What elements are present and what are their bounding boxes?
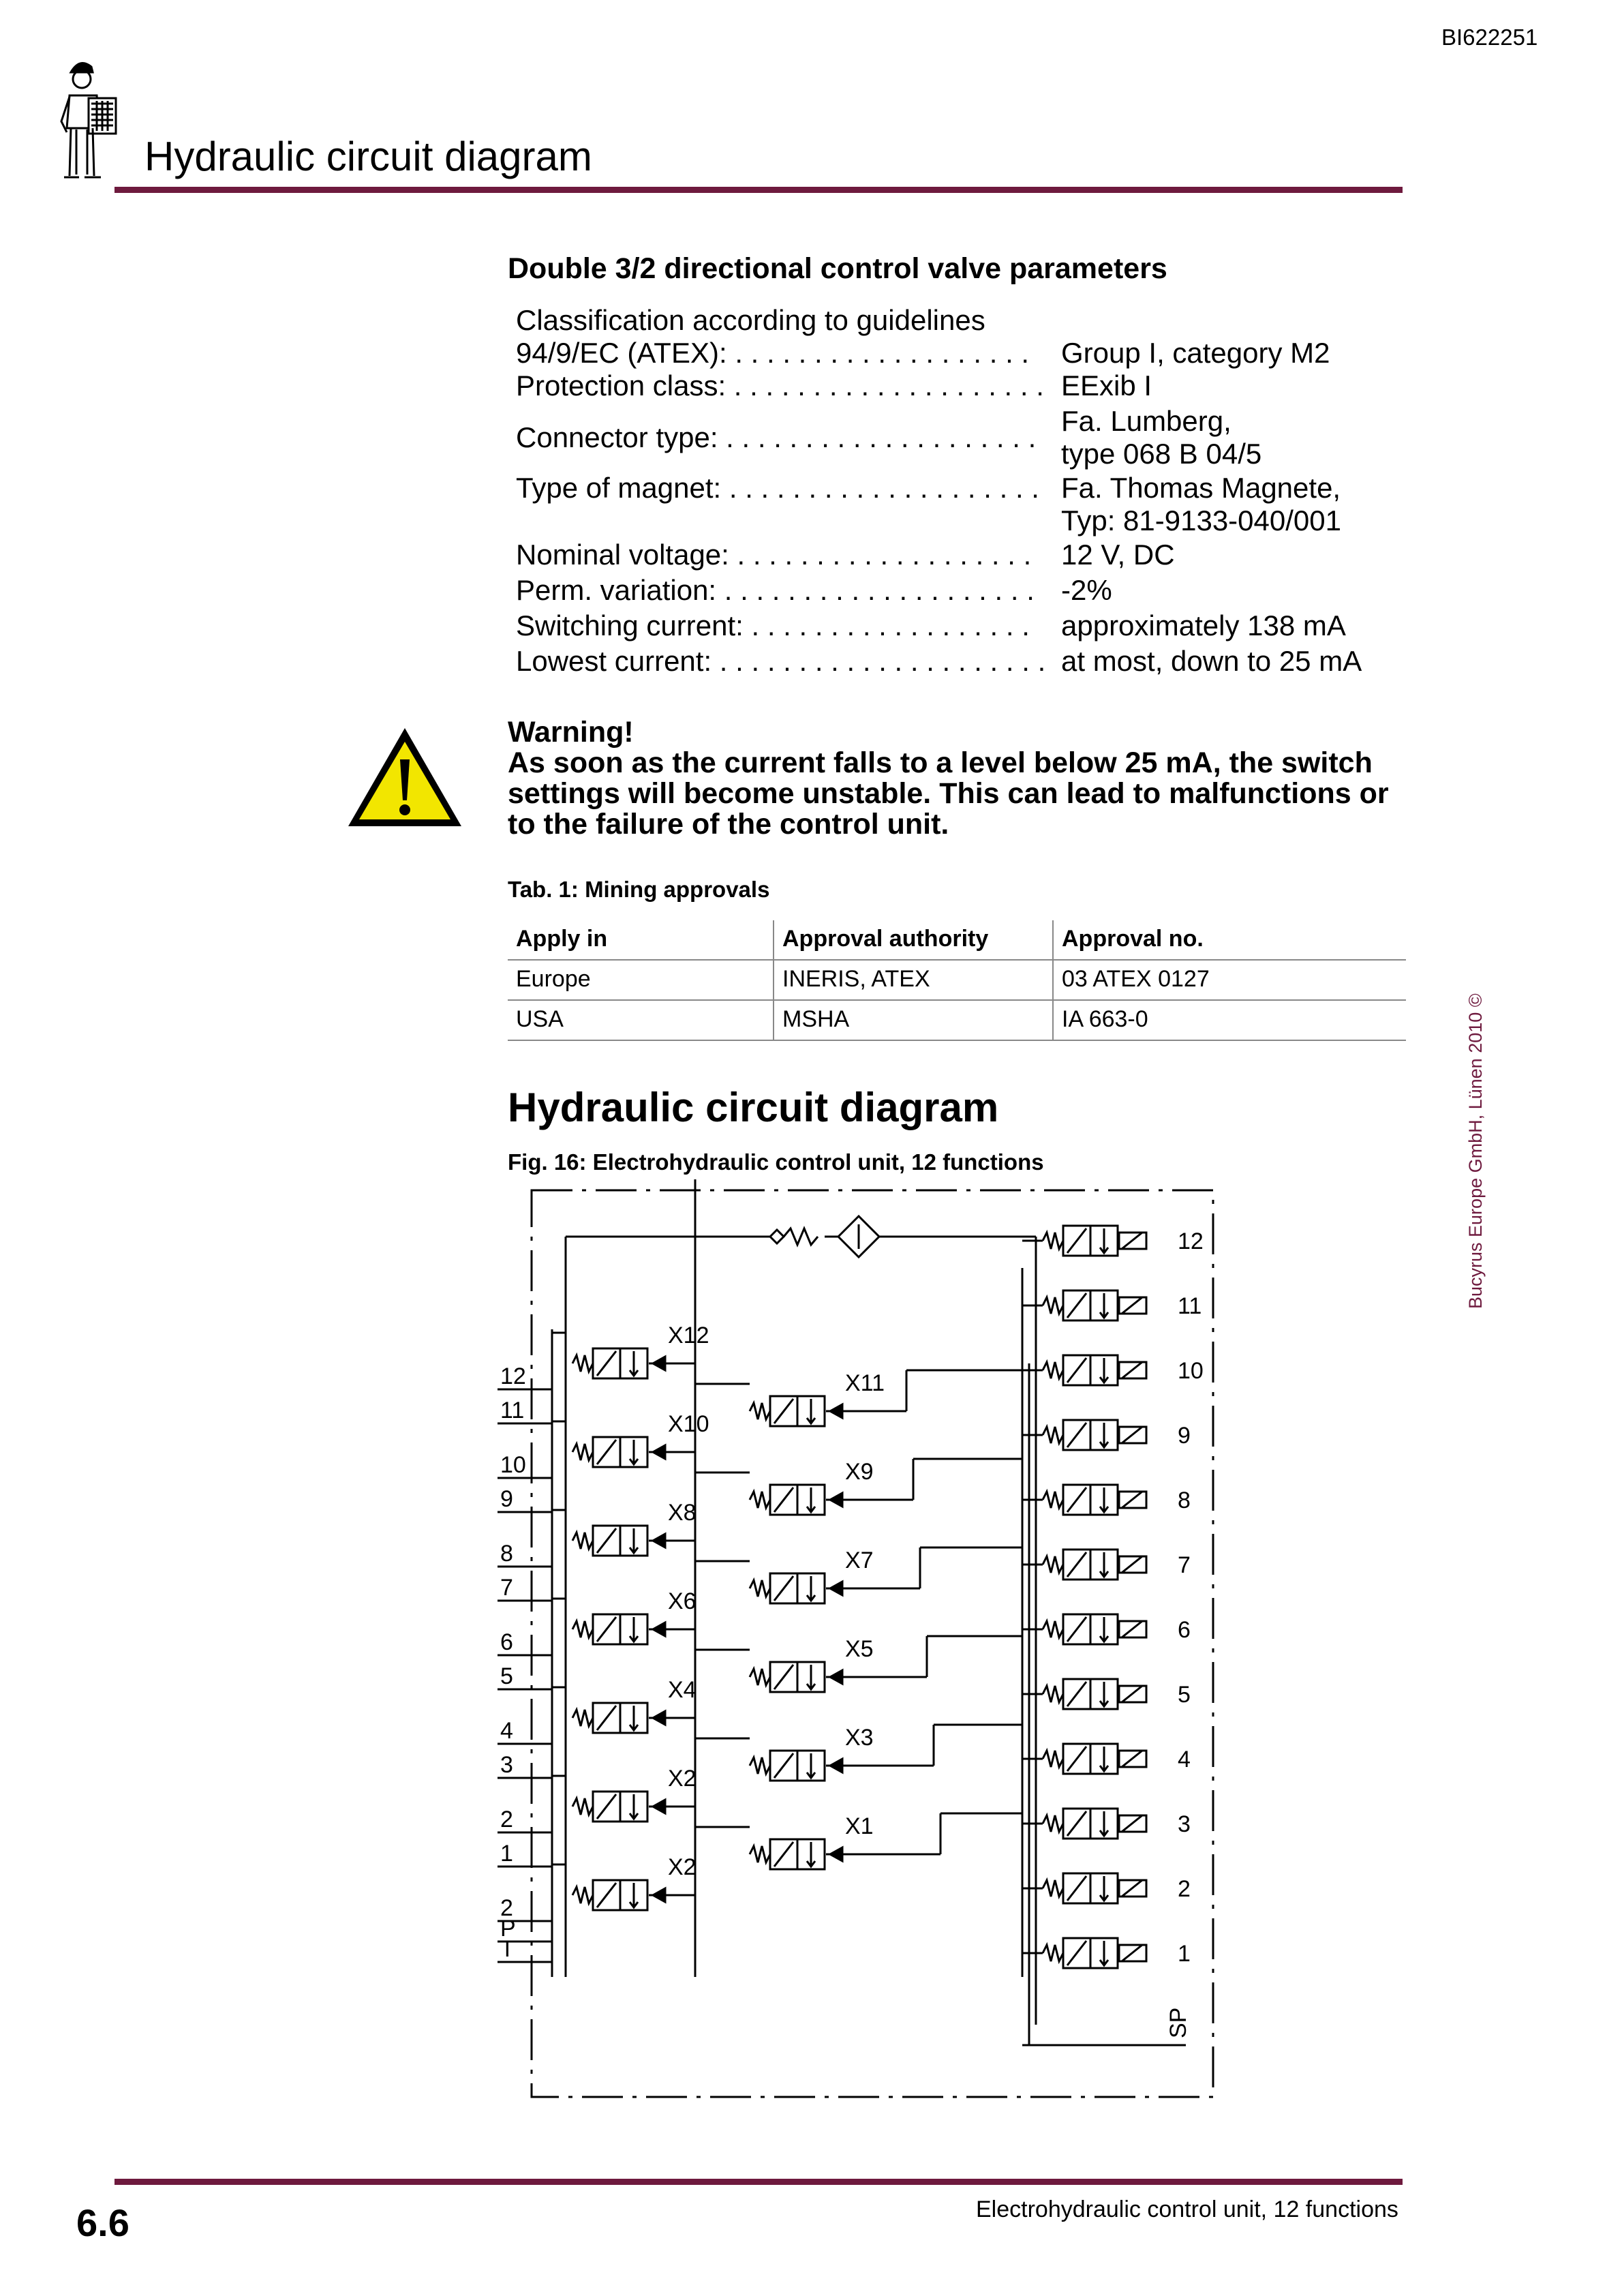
- param-value-atex: Group I, category M2: [1061, 337, 1330, 369]
- table-cell: Europe: [508, 960, 774, 1000]
- table-header-row: [508, 920, 1406, 960]
- param-value-switching-current: approximately 138 mA: [1061, 609, 1346, 641]
- right-valve: [1043, 1550, 1146, 1580]
- left-valve: [572, 1792, 668, 1822]
- param-label-lowest-current: Lowest current: . . . . . . . . . . . . . . . . . . . . .: [516, 645, 1046, 677]
- left-valve: [572, 1880, 668, 1910]
- params-title: Double 3/2 directional control valve parameters: [508, 252, 1167, 285]
- valve-label: X9: [845, 1459, 874, 1485]
- left-port-label: 9: [500, 1486, 513, 1512]
- copyright-text: Bucyrus Europe GmbH, Lünen 2010 ©: [1465, 993, 1486, 1309]
- table-header-cell: Approval no.: [1053, 920, 1406, 960]
- warning-triangle-icon: [344, 724, 465, 830]
- param-value-voltage: 12 V, DC: [1061, 539, 1175, 571]
- right-valve: [1043, 1614, 1146, 1644]
- right-port-label: 1: [1178, 1941, 1191, 1967]
- left-port-label: 2: [500, 1895, 513, 1921]
- right-port-label: 2: [1178, 1876, 1191, 1902]
- right-port-label: 6: [1178, 1617, 1191, 1643]
- warning-title: Warning!: [508, 716, 634, 749]
- table-header-cell: Approval authority: [774, 920, 1053, 960]
- right-port-label: 4: [1178, 1747, 1191, 1772]
- diagram-heading: Hydraulic circuit diagram: [508, 1085, 999, 1130]
- valve-label: X11: [845, 1370, 885, 1396]
- left-port-label: 6: [500, 1629, 513, 1655]
- left-port-label: 8: [500, 1541, 513, 1567]
- param-label-variation: Perm. variation: . . . . . . . . . . . . . . . . . . . .: [516, 574, 1035, 606]
- page-header-title: Hydraulic circuit diagram: [144, 134, 592, 179]
- table-header-cell: Apply in: [508, 920, 774, 960]
- valve-label: X3: [845, 1725, 874, 1751]
- param-value-magnet: Fa. Thomas Magnete,: [1061, 472, 1341, 504]
- table-cell: IA 663-0: [1053, 1000, 1406, 1040]
- param-label-atex: 94/9/EC (ATEX): . . . . . . . . . . . . . . . . . . .: [516, 337, 1030, 369]
- param-label-protection: Protection class: . . . . . . . . . . . . . . . . . . . .: [516, 369, 1044, 402]
- param-value-variation: -2%: [1061, 574, 1112, 606]
- right-valve: [1043, 1485, 1146, 1515]
- param-label-classification: Classification according to guidelines: [516, 304, 985, 336]
- left-port-label: 12: [500, 1363, 526, 1389]
- valve-label: X7: [845, 1547, 874, 1573]
- left-valve: [572, 1348, 668, 1378]
- sp-label: SP: [1165, 2007, 1191, 2038]
- right-valve: [1043, 1226, 1146, 1256]
- left-port-label: 11: [500, 1398, 525, 1423]
- param-label-magnet: Type of magnet: . . . . . . . . . . . . . . . . . . . .: [516, 472, 1039, 504]
- warning-text: As soon as the current falls to a level below 25 mA, the switch settings will become unstable. This can lead to malfunctions or to the failure of the control unit.: [508, 746, 1389, 841]
- footer-text: Electrohydraulic control unit, 12 functions: [976, 2196, 1398, 2222]
- right-port-label: 9: [1178, 1423, 1191, 1449]
- right-port-label: 3: [1178, 1811, 1191, 1837]
- right-port-label: 8: [1178, 1487, 1191, 1513]
- param-value-magnet-type: Typ: 81-9133-040/001: [1061, 504, 1341, 537]
- middle-valve: [750, 1751, 845, 1781]
- left-port-label: T: [500, 1936, 515, 1962]
- middle-valve: [750, 1573, 845, 1603]
- table-row: [508, 1000, 1406, 1040]
- left-valve: [572, 1526, 668, 1556]
- approvals-table: [508, 920, 1406, 1041]
- table-cell: MSHA: [774, 1000, 1053, 1040]
- footer-rule: [114, 2179, 1403, 2185]
- valve-label: X5: [845, 1636, 874, 1662]
- page-number: 6.6: [76, 2201, 129, 2244]
- left-port-label: 10: [500, 1452, 526, 1478]
- table-caption: Tab. 1: Mining approvals: [508, 877, 770, 902]
- param-label-connector: Connector type: . . . . . . . . . . . . . . . . . . . .: [516, 421, 1037, 453]
- technician-with-clipboard-icon: [49, 53, 138, 183]
- right-port-label: 12: [1178, 1228, 1204, 1254]
- left-port-label: 5: [500, 1663, 513, 1689]
- valve-label: X4: [668, 1677, 697, 1703]
- figure-caption: Fig. 16: Electrohydraulic control unit, 12 functions: [508, 1149, 1044, 1175]
- hydraulic-circuit-diagram: [498, 1179, 1234, 2113]
- valve-label: X12: [668, 1323, 709, 1348]
- right-valve: [1043, 1809, 1146, 1839]
- param-value-connector: Fa. Lumberg,: [1061, 405, 1231, 437]
- middle-valve: [750, 1839, 845, 1869]
- valve-label: X10: [668, 1411, 709, 1437]
- left-port-label: 3: [500, 1752, 513, 1778]
- left-port-label: 7: [500, 1575, 513, 1601]
- right-port-label: 7: [1178, 1552, 1191, 1578]
- right-valve: [1043, 1355, 1146, 1385]
- right-valve: [1043, 1873, 1146, 1903]
- valve-label: X1: [845, 1813, 874, 1839]
- left-valve: [572, 1614, 668, 1644]
- table-cell: INERIS, ATEX: [774, 960, 1053, 1000]
- left-valve: [572, 1437, 668, 1467]
- left-port-label: 1: [500, 1841, 513, 1867]
- param-value-lowest-current: at most, down to 25 mA: [1061, 645, 1362, 677]
- right-valve: [1043, 1290, 1146, 1320]
- left-valve: [572, 1703, 668, 1733]
- middle-valve: [750, 1662, 845, 1692]
- valve-label: X2: [668, 1854, 697, 1880]
- right-port-label: 10: [1178, 1358, 1204, 1384]
- left-port-label: P: [500, 1916, 516, 1942]
- param-value-protection: EExib I: [1061, 369, 1152, 402]
- valve-label: X2: [668, 1766, 697, 1792]
- table-row: [508, 960, 1406, 1000]
- document-id: BI622251: [1441, 25, 1538, 50]
- valve-label: X8: [668, 1500, 697, 1526]
- middle-valve: [750, 1485, 845, 1515]
- valve-label: X6: [668, 1588, 697, 1614]
- param-value-connector-type: type 068 B 04/5: [1061, 438, 1262, 470]
- right-valve: [1043, 1744, 1146, 1774]
- right-valve: [1043, 1420, 1146, 1450]
- middle-valve: [750, 1396, 845, 1426]
- left-port-label: 4: [500, 1718, 513, 1744]
- table-cell: 03 ATEX 0127: [1053, 960, 1406, 1000]
- table-cell: USA: [508, 1000, 774, 1040]
- right-valve: [1043, 1938, 1146, 1968]
- right-port-label: 11: [1178, 1293, 1202, 1319]
- param-label-switching-current: Switching current: . . . . . . . . . . . . . . . . . .: [516, 609, 1030, 641]
- header-rule: [114, 187, 1403, 193]
- left-port-label: 2: [500, 1807, 513, 1832]
- param-label-voltage: Nominal voltage: . . . . . . . . . . . . . . . . . . .: [516, 539, 1032, 571]
- right-valve: [1043, 1679, 1146, 1709]
- right-port-label: 5: [1178, 1682, 1191, 1708]
